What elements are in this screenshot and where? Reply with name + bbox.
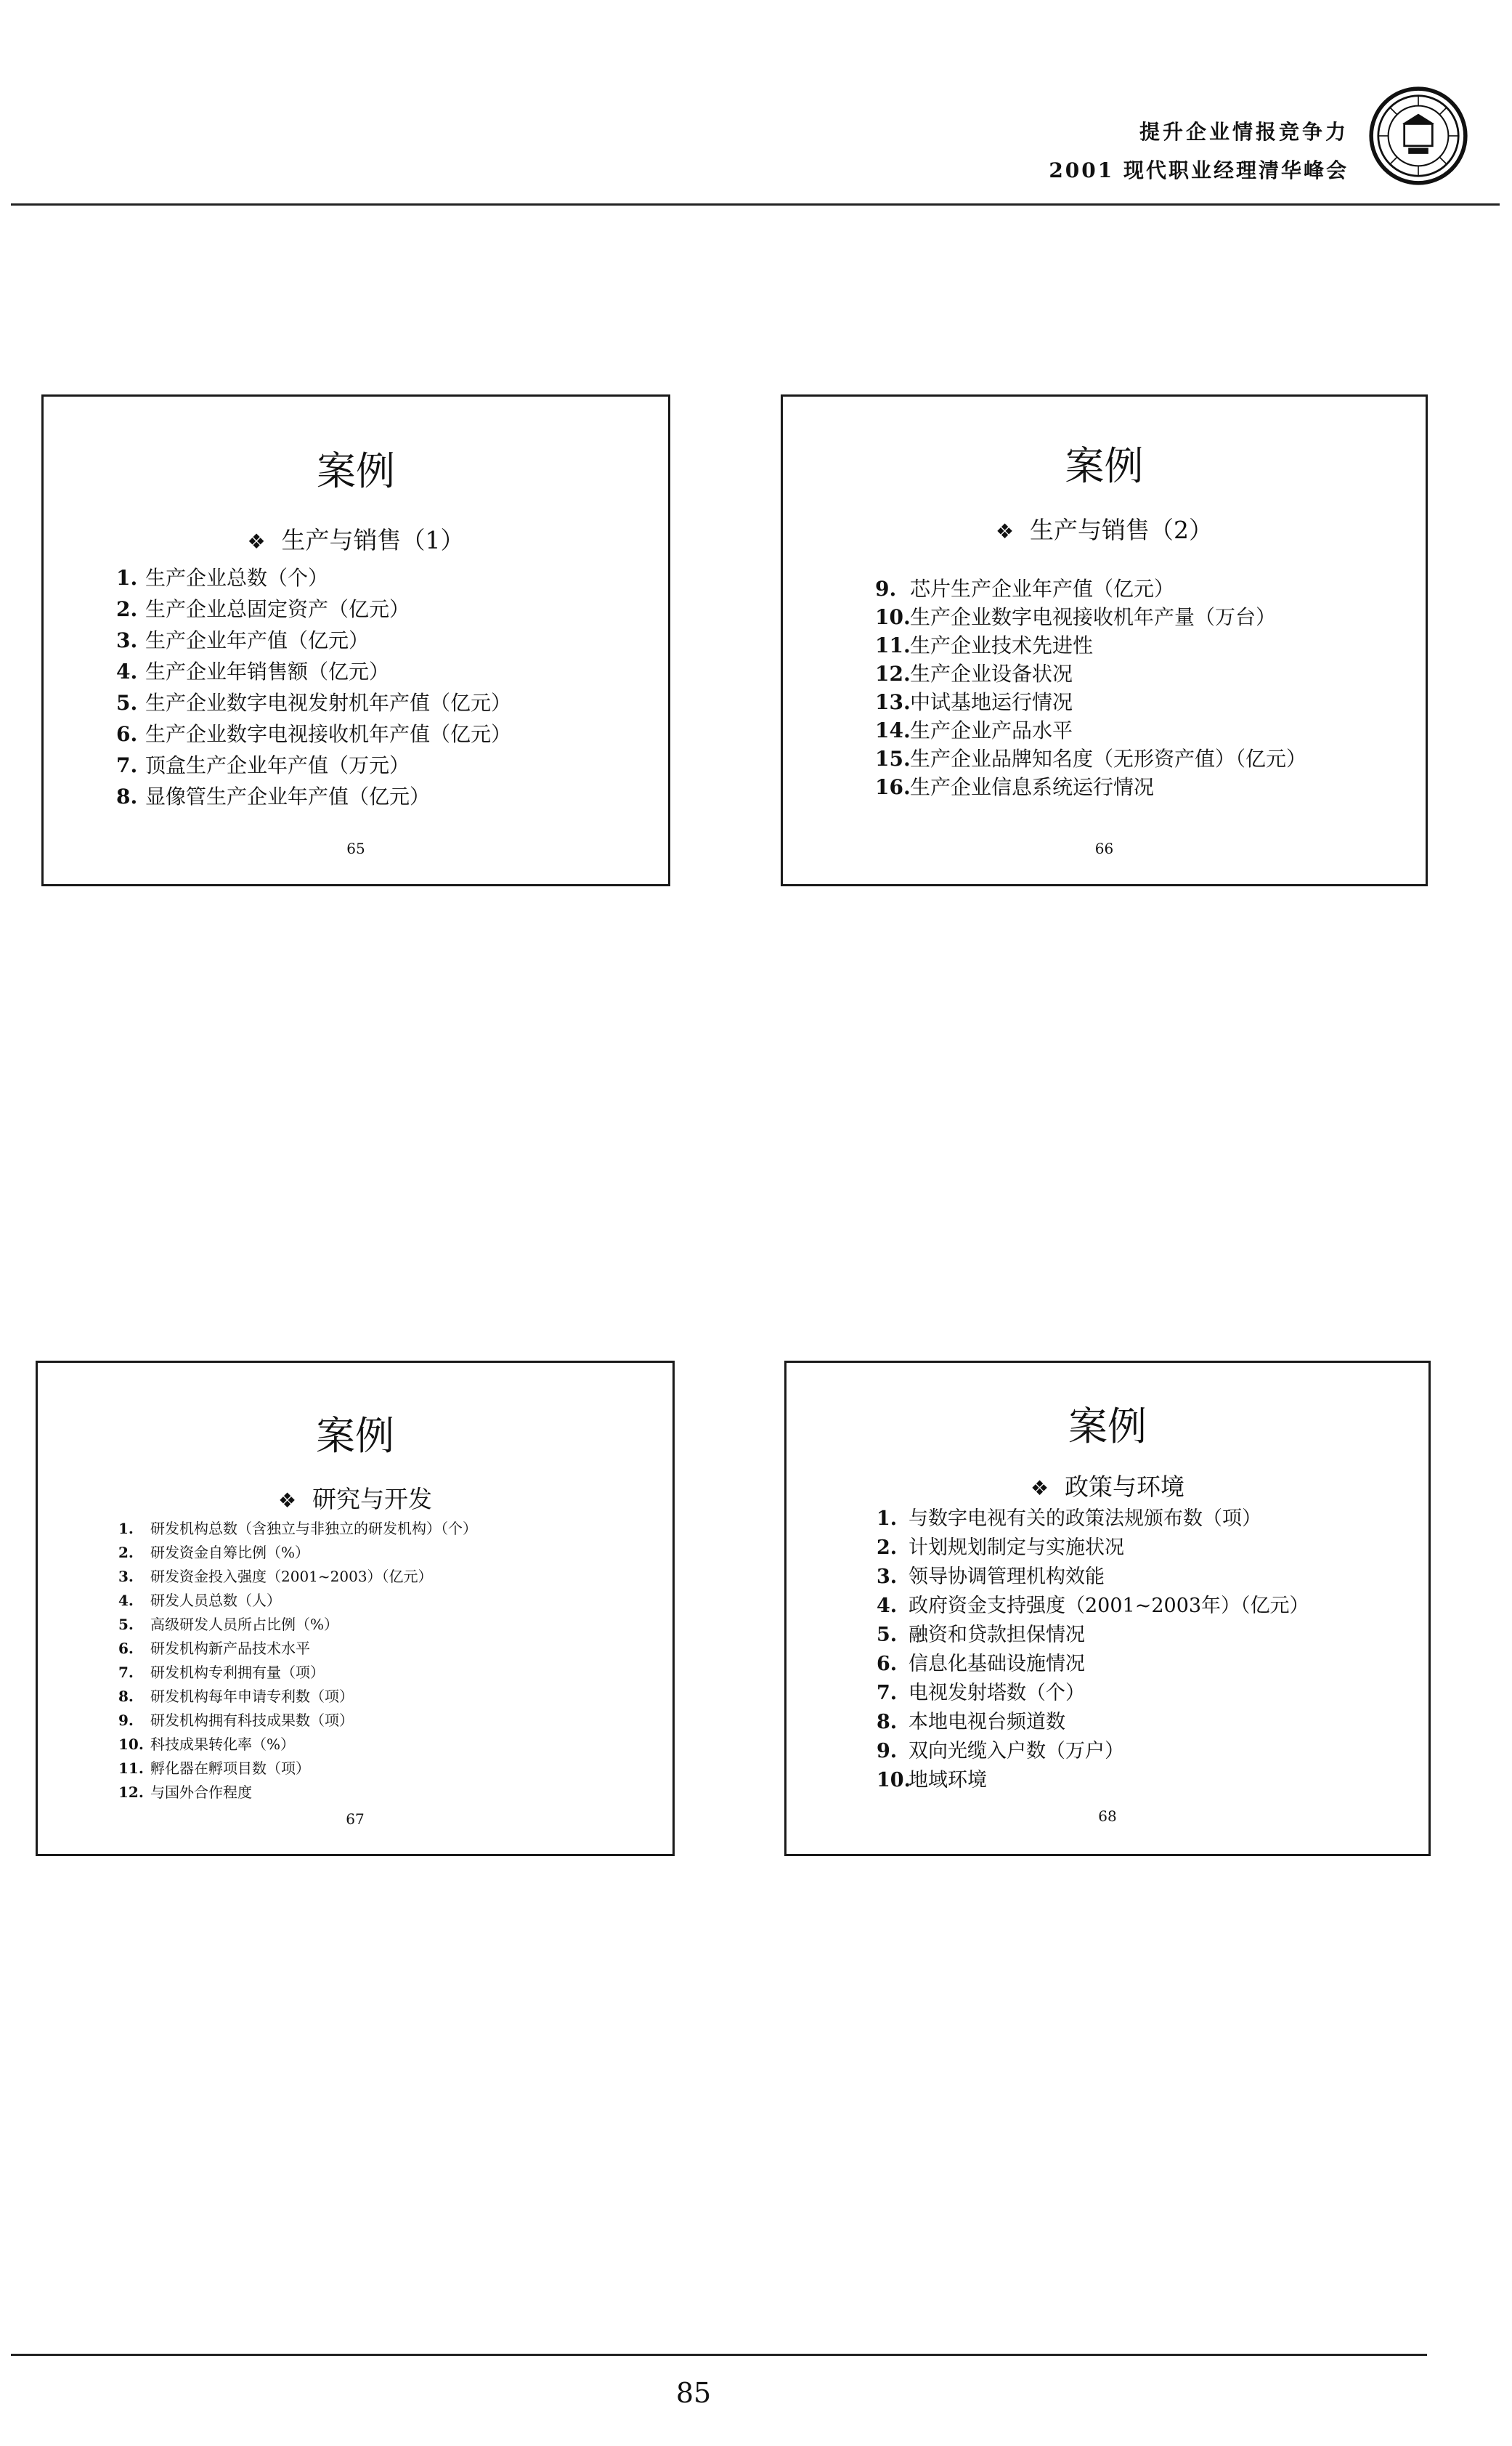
item-text: 科技成果转化率（%） <box>150 1736 296 1753</box>
item-text: 显像管生产企业年产值（亿元） <box>145 785 431 809</box>
item-text: 生产企业产品水平 <box>910 718 1073 742</box>
slide-number: 66 <box>1094 840 1114 857</box>
item-text: 研发机构每年申请专利数（项） <box>150 1688 354 1705</box>
item-number: 11. <box>118 1759 144 1777</box>
list-item <box>118 1685 477 1709</box>
list-item <box>116 562 511 594</box>
item-text: 与国外合作程度 <box>150 1783 252 1801</box>
list-item <box>116 594 511 625</box>
item-number: 3. <box>118 1568 134 1585</box>
item-number: 10. <box>118 1736 144 1753</box>
list-item <box>877 1592 1309 1621</box>
item-text: 芯片生产企业年产值（亿元） <box>910 577 1175 601</box>
diamond-bullet-icon: ❖ <box>1030 1476 1049 1500</box>
list-item <box>116 656 511 687</box>
slide-item-list <box>875 575 1306 801</box>
item-number: 5. <box>877 1624 898 1646</box>
list-item <box>875 773 1306 801</box>
list-item <box>118 1517 477 1541</box>
footer-rule <box>11 2354 1427 2356</box>
item-text: 生产企业年产值（亿元） <box>145 628 370 652</box>
item-number: 1. <box>118 1520 134 1537</box>
list-item <box>877 1563 1309 1592</box>
item-text: 生产企业信息系统运行情况 <box>910 775 1155 799</box>
list-item <box>877 1534 1309 1563</box>
item-number: 5. <box>116 691 138 715</box>
slide-title: 案例 <box>317 448 395 494</box>
list-item <box>116 781 511 812</box>
slide-68 <box>784 1361 1431 1856</box>
item-text: 信息化基础设施情况 <box>909 1653 1085 1675</box>
item-text: 生产企业总固定资产（亿元） <box>145 597 410 621</box>
header-title: 提升企业情报竞争力 <box>1139 120 1349 144</box>
diamond-bullet-icon: ❖ <box>277 1489 297 1512</box>
list-item <box>116 687 511 718</box>
item-text: 研发机构拥有科技成果数（项） <box>150 1712 354 1729</box>
slide-title: 案例 <box>1065 443 1144 489</box>
item-number: 4. <box>116 660 138 684</box>
list-item <box>118 1589 477 1613</box>
slide-item-list <box>118 1517 477 1805</box>
list-item <box>118 1637 477 1661</box>
slide-number: 67 <box>346 1810 365 1828</box>
item-text: 生产企业数字电视接收机年产值（亿元） <box>145 722 512 746</box>
item-number: 2. <box>877 1536 898 1559</box>
item-text: 生产企业设备状况 <box>910 662 1073 686</box>
item-number: 2. <box>116 597 138 621</box>
item-number: 8. <box>118 1688 134 1705</box>
item-number: 12. <box>875 662 911 686</box>
item-text: 与数字电视有关的政策法规颁布数（项） <box>909 1507 1261 1530</box>
item-number: 15. <box>875 747 911 771</box>
item-text: 生产企业总数（个） <box>145 566 329 590</box>
list-item <box>118 1709 477 1733</box>
item-text: 研发机构总数（含独立与非独立的研发机构）（个） <box>150 1520 477 1537</box>
page-header <box>0 0 1512 211</box>
list-item <box>875 631 1306 660</box>
slide-number: 65 <box>346 840 365 857</box>
item-number: 8. <box>877 1711 898 1733</box>
slide-item-list <box>116 562 511 812</box>
item-text: 研发机构新产品技术水平 <box>150 1640 310 1657</box>
diamond-bullet-icon: ❖ <box>995 519 1015 543</box>
slide-subtitle <box>787 1468 1428 1502</box>
item-number: 14. <box>875 718 911 742</box>
item-number: 13. <box>875 690 911 714</box>
item-number: 11. <box>875 633 911 657</box>
item-number: 10. <box>875 605 911 629</box>
item-text: 生产企业技术先进性 <box>910 633 1094 657</box>
item-number: 4. <box>877 1595 898 1617</box>
list-item <box>875 716 1306 745</box>
slide-subtitle <box>44 522 668 556</box>
item-text: 政府资金支持强度（2001~2003年）（亿元） <box>909 1595 1309 1617</box>
slide-item-list <box>877 1505 1309 1795</box>
item-number: 3. <box>116 628 138 652</box>
slide-subtitle-text: 生产与销售（2） <box>1030 516 1214 544</box>
list-item <box>118 1613 477 1637</box>
item-number: 16. <box>875 775 911 799</box>
item-text: 生产企业年销售额（亿元） <box>145 660 390 684</box>
list-item <box>118 1541 477 1565</box>
slide-title: 案例 <box>316 1413 394 1459</box>
item-text: 顶盒生产企业年产值（万元） <box>145 753 410 777</box>
list-item <box>875 575 1306 603</box>
item-number: 10. <box>877 1769 911 1791</box>
slide-66 <box>781 394 1428 886</box>
slide-title: 案例 <box>1068 1404 1147 1449</box>
slide-subtitle-text: 生产与销售（1） <box>281 526 465 554</box>
list-item <box>877 1650 1309 1679</box>
item-number: 5. <box>118 1616 134 1633</box>
item-text: 孵化器在孵项目数（项） <box>150 1759 310 1777</box>
item-number: 9. <box>118 1712 134 1729</box>
item-text: 生产企业数字电视发射机年产值（亿元） <box>145 691 512 715</box>
list-item <box>877 1505 1309 1534</box>
item-number: 8. <box>116 785 138 809</box>
slide-subtitle <box>783 511 1426 546</box>
slide-subtitle-text: 研究与开发 <box>312 1485 433 1513</box>
list-item <box>116 750 511 781</box>
item-text: 融资和贷款担保情况 <box>909 1624 1085 1646</box>
header-rule <box>11 203 1500 206</box>
slide-67 <box>36 1361 675 1856</box>
item-number: 6. <box>118 1640 134 1657</box>
item-text: 中试基地运行情况 <box>910 690 1073 714</box>
item-number: 6. <box>116 722 138 746</box>
item-number: 2. <box>118 1544 134 1561</box>
list-item <box>877 1708 1309 1737</box>
item-text: 研发机构专利拥有量（项） <box>150 1664 325 1681</box>
item-text: 生产企业品牌知名度（无形资产值）（亿元） <box>910 747 1307 771</box>
item-number: 7. <box>118 1664 134 1681</box>
slide-subtitle-text: 政策与环境 <box>1065 1473 1185 1501</box>
item-text: 生产企业数字电视接收机年产量（万台） <box>910 605 1277 629</box>
list-item <box>118 1565 477 1589</box>
page-number: 85 <box>675 2377 712 2409</box>
item-text: 高级研发人员所占比例（%） <box>150 1616 339 1633</box>
university-seal-icon <box>1368 86 1468 186</box>
list-item <box>875 688 1306 716</box>
item-text: 电视发射塔数（个） <box>909 1682 1085 1704</box>
item-text: 双向光缆入户数（万户） <box>909 1740 1124 1762</box>
item-number: 1. <box>116 566 138 590</box>
list-item <box>118 1733 477 1757</box>
list-item <box>877 1621 1309 1650</box>
item-text: 领导协调管理机构效能 <box>909 1566 1105 1588</box>
list-item <box>116 718 511 750</box>
list-item <box>877 1766 1309 1795</box>
item-text: 计划规划制定与实施状况 <box>909 1536 1124 1559</box>
list-item <box>877 1679 1309 1708</box>
item-number: 1. <box>877 1507 898 1530</box>
item-number: 3. <box>877 1566 898 1588</box>
slide-number: 68 <box>1098 1807 1117 1825</box>
list-item <box>118 1781 477 1805</box>
item-number: 9. <box>877 1740 898 1762</box>
slide-subtitle <box>38 1481 672 1515</box>
item-text: 研发资金自筹比例（%） <box>150 1544 310 1561</box>
item-text: 研发人员总数（人） <box>150 1592 281 1609</box>
list-item <box>118 1757 477 1781</box>
item-number: 7. <box>116 753 138 777</box>
item-number: 4. <box>118 1592 134 1609</box>
item-number: 9. <box>875 577 897 601</box>
item-number: 7. <box>877 1682 898 1704</box>
item-text: 地域环境 <box>909 1769 987 1791</box>
list-item <box>875 660 1306 688</box>
diamond-bullet-icon: ❖ <box>247 530 266 554</box>
list-item <box>877 1737 1309 1766</box>
list-item <box>116 625 511 656</box>
item-text: 研发资金投入强度（2001~2003）（亿元） <box>150 1568 433 1585</box>
item-number: 12. <box>118 1783 144 1801</box>
list-item <box>118 1661 477 1685</box>
slide-65 <box>41 394 670 886</box>
list-item <box>875 603 1306 631</box>
item-text: 本地电视台频道数 <box>909 1711 1065 1733</box>
item-number: 6. <box>877 1653 898 1675</box>
list-item <box>875 745 1306 773</box>
header-subtitle: 2001 现代职业经理清华峰会 <box>1049 158 1349 182</box>
